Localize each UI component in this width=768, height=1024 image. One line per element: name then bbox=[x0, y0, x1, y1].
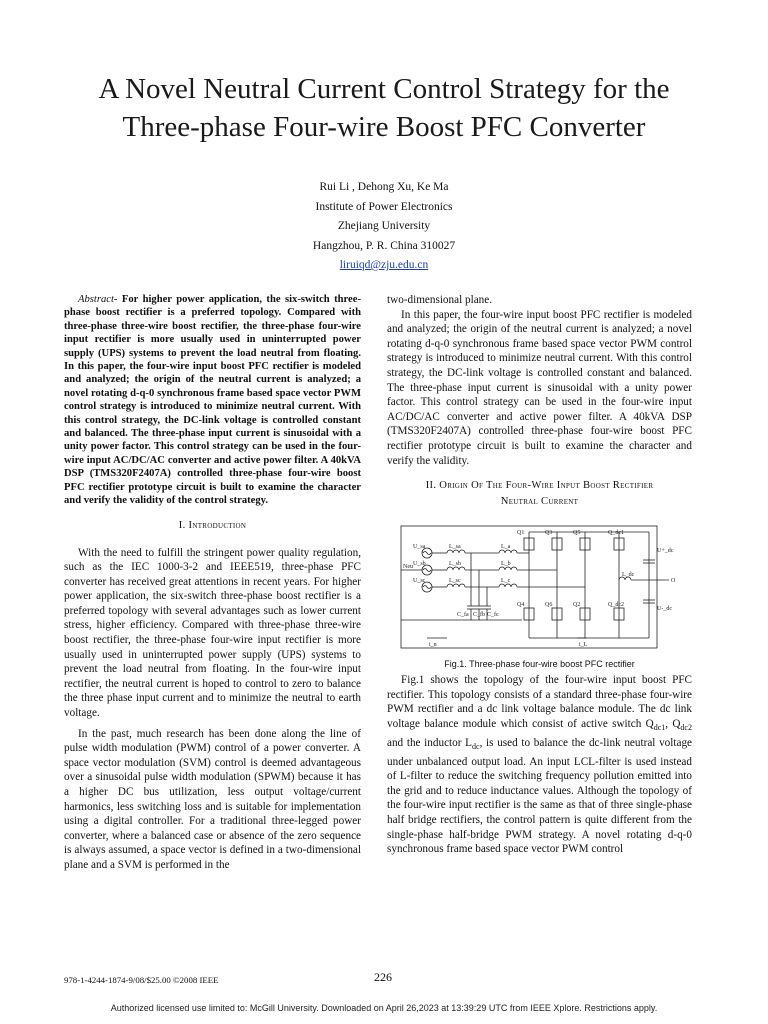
label-o: O bbox=[671, 578, 676, 585]
isbn-footer: 978-1-4244-1874-9/08/$25.00 ©2008 IEEE bbox=[64, 975, 219, 985]
label-q2: Q2 bbox=[573, 602, 581, 609]
label-lb: L_b bbox=[501, 561, 511, 568]
license-notice: Authorized licensed use limited to: McGill University. Downloaded on April 26,2023 at 13:39:29 UTC from IEEE Xplore. Restrictions apply. bbox=[110, 1003, 658, 1013]
label-q4: Q4 bbox=[517, 602, 525, 609]
label-usa: U_sa bbox=[413, 544, 426, 551]
label-usc: U_sc bbox=[413, 578, 426, 585]
section-heading-origin bbox=[387, 478, 692, 510]
right-paragraph-2: Fig.1 shows the topology of the four-wire input boost PFC rectifier. This topology consists of a standard three-phase four-wire PWM rectifier and a dc link voltage balance module. The dc link voltage balance module which consist of active switch $Q_{dc1}$, $Q_{dc2}$ and the inductor $L_{dc}$, is used to balance the dc-link neutral voltage under unbalanced output load. An input LCL-filter is used instead of L-filter to reduce the switching frequency pollution emitted into the grid and to reduce inductance values. Although the topology of the four-wire input rectifier is the same as that of three single-phase half bridge rectifiers, the control pattern is quite different from the single-phase half-bridge PWM strategy. A novel rotating d-q-0 synchronous frame based space vector PWM control bbox=[387, 674, 692, 856]
paper-title bbox=[40, 70, 728, 146]
address: Hangzhou, P. R. China 310027 bbox=[312, 239, 456, 252]
abstract-label: Abstract- bbox=[78, 294, 118, 305]
label-udc-plus: U+_dc bbox=[657, 548, 674, 555]
label-q1: Q1 bbox=[517, 530, 525, 537]
label-neu: Neu bbox=[403, 564, 413, 571]
university: Zhejiang University bbox=[337, 220, 431, 232]
circuit-diagram bbox=[387, 520, 692, 655]
title-line-2: Three-phase Four-wire Boost PFC Converter bbox=[122, 111, 646, 143]
section-heading-origin-line-2: Neutral Current bbox=[500, 496, 579, 508]
label-ldc: L_dc bbox=[622, 572, 635, 579]
label-lc: L_c bbox=[501, 578, 511, 585]
label-usb: U_sb bbox=[413, 561, 426, 568]
left-column bbox=[64, 293, 361, 873]
label-lsc: L_sc bbox=[449, 578, 461, 585]
label-udc-minus: U-_dc bbox=[657, 606, 672, 613]
author-block bbox=[0, 178, 768, 276]
label-il: i_L bbox=[579, 642, 588, 649]
label-lsb: L_sb bbox=[449, 561, 461, 568]
label-q3: Q3 bbox=[545, 530, 553, 537]
label-qdc1: Q_dc1 bbox=[608, 530, 624, 537]
label-cfb: C_fb bbox=[473, 612, 485, 619]
intro-paragraph-1: With the need to fulfill the stringent power quality regulation, such as the IEC 1000-3-2 and IEEE519, three-phase PFC converter has received great attentions in recent years. For higher power application, the six-switch three-phase boost rectifier is a preferred topology with several advantages such as lower current stress, higher efficiency. Compared with three-phase three-wire boost rectifier, the three-phase four-wire input rectifier is more usually used in uninterrupted power supply (UPS) systems to prevent the load neutral from floating. In the four-wire input rectifier, the neutral current is hoped to control to zero to balance the three phase input current and to minimize the neutral to earth voltage. bbox=[64, 546, 361, 720]
label-in: i_n bbox=[429, 642, 437, 649]
circuit-figure bbox=[387, 520, 692, 655]
label-qdc2: Q_dc2 bbox=[608, 602, 624, 609]
page-number: 226 bbox=[374, 970, 392, 984]
figure-caption: Fig.1. Three-phase four-wire boost PFC rectifier bbox=[444, 659, 635, 670]
label-la: L_a bbox=[501, 544, 511, 551]
right-column bbox=[387, 293, 692, 857]
abstract bbox=[64, 293, 361, 508]
continuation-text: two-dimensional plane. bbox=[387, 294, 493, 306]
abstract-text: For higher power application, the six-switch three-phase boost rectifier is a preferred topology. Compared with three-phase three-wire boost rectifier, the three-phase four-wire input rectifier is more usually used in uninterrupted power supply (UPS) systems to prevent the load neutral from floating. In this paper, the four-wire input boost PFC rectifier is modeled and analyzed; the origin of the neutral current is analyzed; a novel rotating d-q-0 synchronous frame based space vector PWM control strategy is introduced to minimize neutral current. With this control strategy, the DC-link voltage is controlled constant and balanced. The three-phase input current is sinusoidal with a unity power factor. This control strategy can be used in the four-wire input AC/DC/AC converter and active power filter. A 40kVA DSP (TMS320F2407A) controlled three-phase four-wire boost PFC rectifier prototype circuit is built to examine the character and verify the validity of the control strategy. bbox=[64, 294, 361, 507]
section-heading-origin-line-1: II. Origin Of The Four-Wire Input Boost Rectifier bbox=[425, 480, 654, 492]
label-cfc: C_fc bbox=[487, 612, 499, 619]
intro-paragraph-2: In the past, much research has been done along the line of pulse width modulation (PWM) control of a power converter. A space vector modulation (SVM) control is deemed advantageous over a sinusoidal pulse width modulation (SPWM) because it has a higher DC bus utilization, less output voltage/current harmonics, less switching loss and is suitable for implementation using a digital controller. For a traditional three-legged power converter, where a balanced case or absence of the zero sequence is always assumed, a space vector is defined in a two-dimensional plane and a SVM is performed in the bbox=[64, 727, 361, 871]
title-line-1: A Novel Neutral Current Control Strategy for the bbox=[98, 73, 670, 105]
authors: Rui Li , Dehong Xu, Ke Ma bbox=[319, 181, 449, 193]
label-lsa: L_sa bbox=[449, 544, 461, 551]
email-link[interactable]: liruiqd@zju.edu.cn bbox=[339, 259, 429, 271]
label-cfa: C_fa bbox=[457, 612, 469, 619]
right-paragraph-1: In this paper, the four-wire input boost PFC rectifier is modeled and analyzed; the origin of the neutral current is analyzed; a novel rotating d-q-0 synchronous frame based space vector PWM control strategy is introduced to minimize neutral current. With this control strategy, the DC-link voltage is controlled constant and balanced. The three-phase input current is sinusoidal with a unity power factor. This control strategy can be used in the four-wire input AC/DC/AC converter and active power filter. A 40kVA DSP (TMS320F2407A) controlled three-phase four-wire boost PFC rectifier prototype circuit is built to examine the character and verify the validity. bbox=[387, 308, 692, 467]
affiliation: Institute of Power Electronics bbox=[315, 200, 453, 213]
section-heading-introduction: I. Introduction bbox=[178, 519, 247, 531]
label-q6: Q6 bbox=[545, 602, 553, 609]
label-q5: Q5 bbox=[573, 530, 581, 537]
